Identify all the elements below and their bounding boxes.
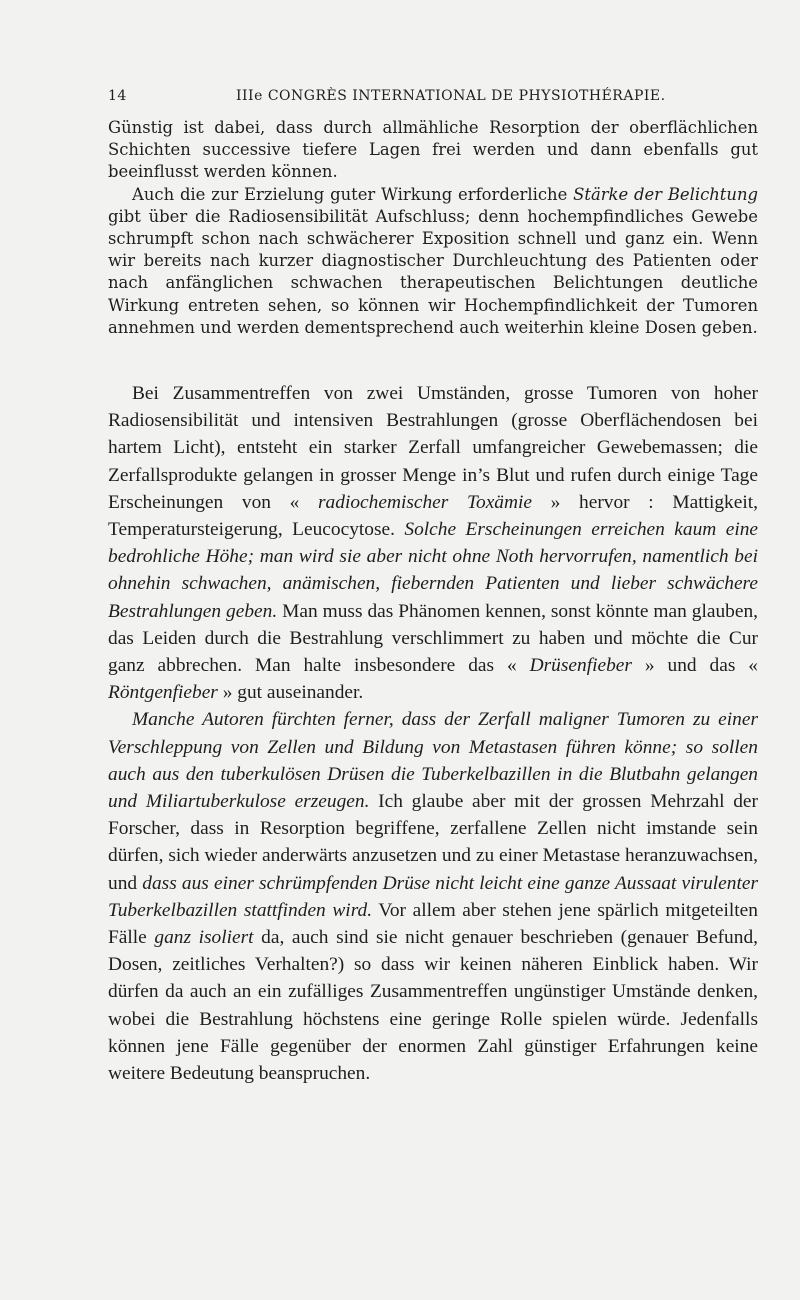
paragraph-4	[108, 706, 758, 1087]
paragraph-2	[108, 184, 758, 339]
italic-run: ganz isoliert	[154, 927, 254, 949]
text-run: » gut auseinander.	[217, 682, 364, 704]
page-number: 14	[108, 88, 127, 104]
text-run: Bei Zusammentreffen von zwei Umständen, grosse Tumoren von hoher Radiosensibilität und intensiven Bestrahlungen (grosse Oberflächendosen bei hartem Licht), entsteht ein starker Zerfall umfangreicher Gewebemassen; die Zerfallsprodukte gelangen in grosser Menge in’s Blut und rufen durch einige Tage Erscheinungen von «	[108, 383, 758, 513]
text-run: Ich glaube aber mit der grossen Mehrzahl der Forscher, dass in Resorption begriffene, zerfallene Zellen nicht imstande sein dürfen, sich wieder anderwärts anzusetzen und zu einer Metastase heranzuwachsen, und	[108, 791, 758, 894]
italic-run: Solche Erscheinungen erreichen kaum eine bedrohliche Höhe; man wird sie aber nicht ohne Noth hervorrufen, namentlich bei ohnehin schwachen, anämischen, fiebernden Patienten und lieber schwächere Bestrahlungen geben.	[108, 519, 759, 622]
text-run: Man muss das Phänomen kennen, sonst könnte man glauben, das Leiden durch die Bestrahlung verschlimmert zu haben und möchte die Cur ganz abbrechen. Man halte insbesondere das «	[108, 600, 758, 677]
text-run: da, auch sind sie nicht genauer beschrieben (genauer Befund, Dosen, zeitliches Verhalten?) so dass wir keinen näheren Einblick haben. Wir dürfen da auch an ein zufälliges Zusammentreffen ungünstiger Umstände denken, wobei die Bestrahlung höchstens eine geringe Rolle spielen würde. Jedenfalls können jene Fälle gegenüber der enormen Zahl günstiger Erfahrungen keine weitere Bedeutung beanspruchen.	[108, 927, 758, 1085]
italic-run: Stärke der Belichtung	[573, 184, 758, 204]
italic-run: Röntgenfieber	[108, 682, 218, 704]
paragraph-1	[108, 117, 758, 184]
text-run: » hervor : Mattigkeit, Temperatursteigerung, Leucocytose.	[108, 491, 758, 541]
text-run: » und das «	[631, 655, 758, 677]
main-text-block	[108, 380, 758, 1087]
small-print-block	[108, 117, 758, 339]
italic-run: Manche Autoren fürchten ferner, dass der Zerfall maligner Tumoren zu einer Verschleppung von Zellen und Bildung von Metastasen führen könne; so sollen auch aus den tuberkulösen Drüsen die Tuberkelbazillen in die Blutbahn gelangen und Miliartuberkulose erzeugen.	[108, 709, 758, 813]
paragraph-3	[108, 380, 758, 706]
italic-run: dass aus einer schrümpfenden Drüse nicht leicht eine ganze Aussaat virulenter Tuberkelbazillen stattfinden wird.	[108, 872, 758, 921]
text-run: Auch die zur Erzielung guter Wirkung erforderliche	[132, 184, 574, 204]
running-title: IIIe CONGRÈS INTERNATIONAL DE PHYSIOTHÉRAPIE.	[236, 88, 666, 104]
text-run: Günstig ist dabei, dass durch allmähliche Resorption der oberflächlichen Schichten successive tiefere Lagen frei werden und dann ebenfalls gut beeinflusst werden können.	[108, 118, 758, 182]
italic-run: radiochemischer Toxämie	[318, 491, 532, 513]
text-run: gibt über die Radiosensibilität Aufschluss; denn hochempfindliches Gewebe schrumpft schon nach schwächerer Exposition schnell und ganz ein. Wenn wir bereits nach kurzer diagnostischer Durchleuchtung des Patienten oder nach anfänglichen schwachen therapeutischen Belichtungen deutliche Wirkung entreten sehen, so können wir Hochempfindlichkeit der Tumoren annehmen und werden dementsprechend auch weiterhin kleine Dosen geben.	[108, 206, 758, 337]
italic-run: Drüsenfieber	[529, 655, 632, 677]
text-run: Vor allem aber stehen jene spärlich mitgeteilten Fälle	[108, 899, 758, 949]
